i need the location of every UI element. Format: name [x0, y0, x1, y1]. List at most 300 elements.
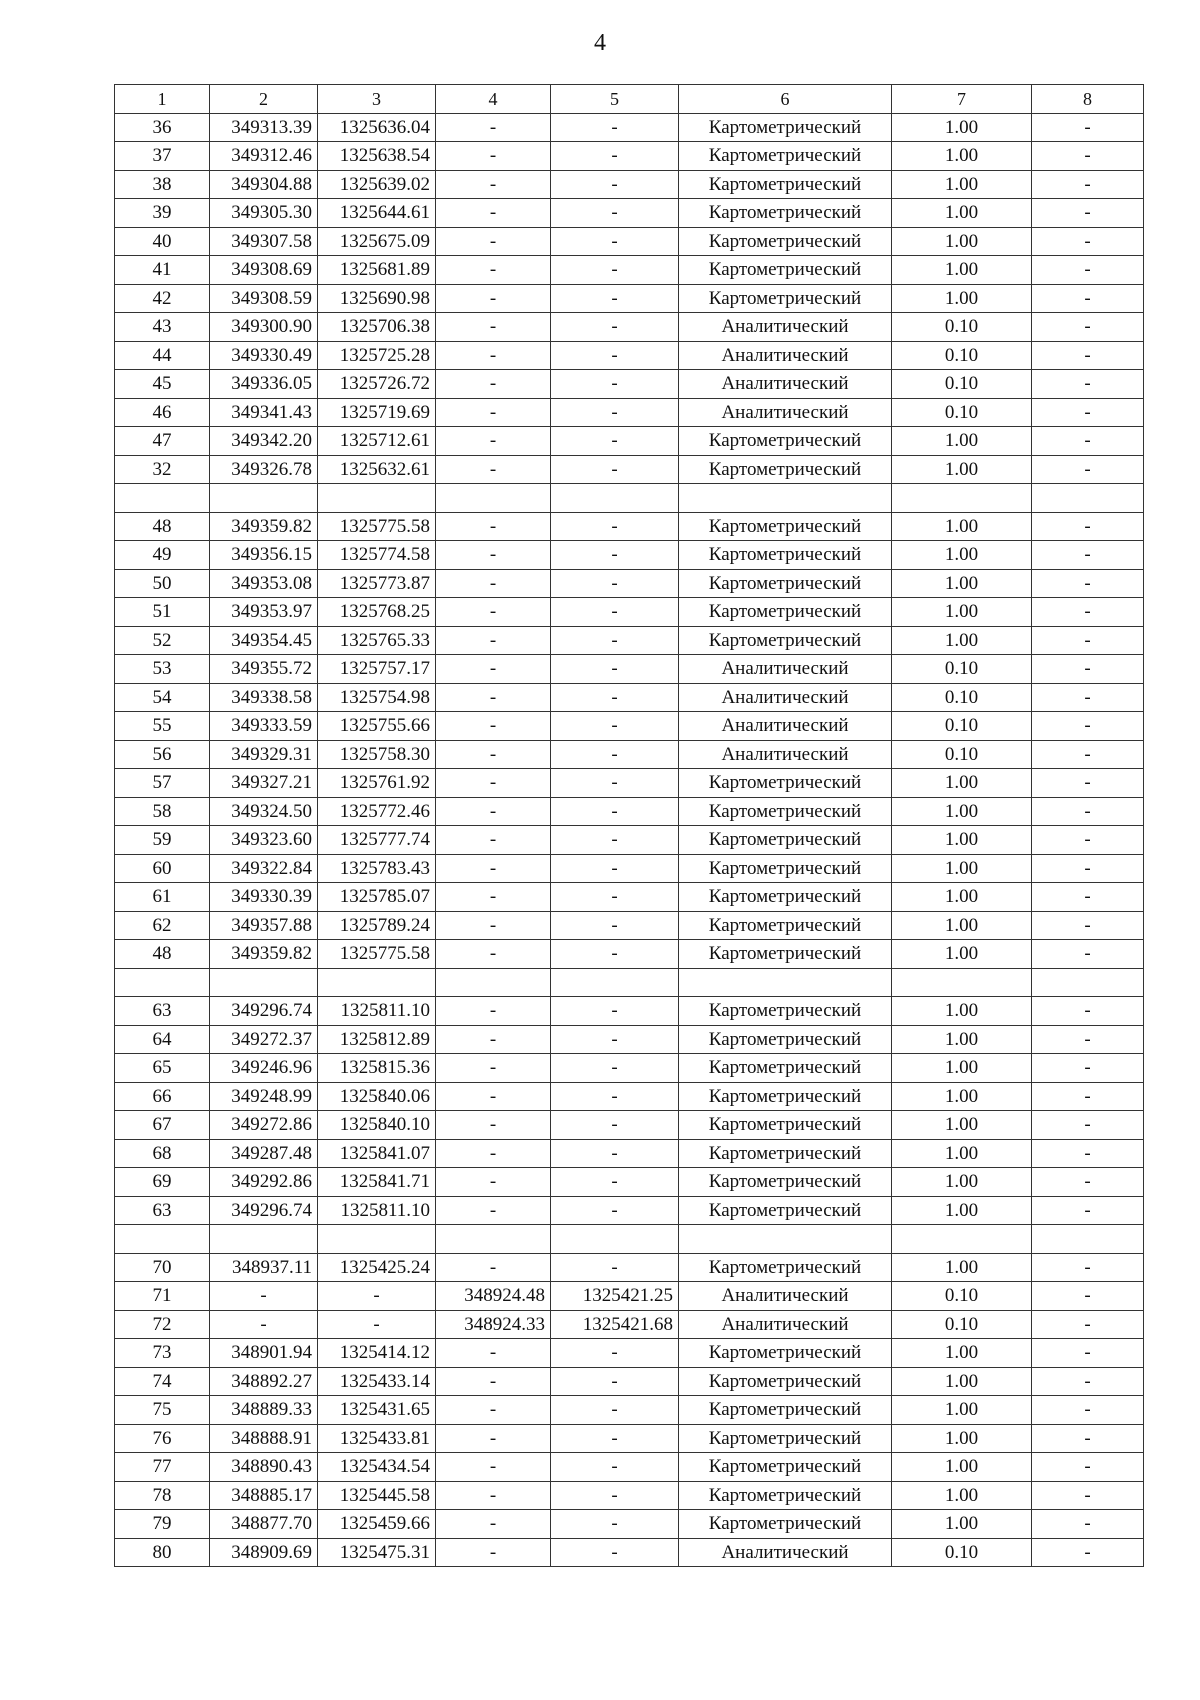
table-row — [115, 142, 1144, 171]
x-new-coordinate-cell: - — [436, 227, 551, 256]
accuracy-cell: 1.00 — [892, 826, 1032, 855]
x-new-coordinate-cell: - — [436, 598, 551, 627]
y-new-coordinate-cell: - — [551, 284, 679, 313]
point-number-cell: 63 — [115, 1196, 210, 1225]
description-cell: - — [1032, 1367, 1144, 1396]
y-new-coordinate-cell: - — [551, 113, 679, 142]
description-cell: - — [1032, 997, 1144, 1026]
table-header-row — [115, 85, 1144, 114]
accuracy-cell: 1.00 — [892, 1168, 1032, 1197]
y-coordinate-cell: 1325725.28 — [318, 341, 436, 370]
x-coordinate-cell: 349312.46 — [210, 142, 318, 171]
y-new-coordinate-cell: - — [551, 598, 679, 627]
accuracy-cell: 0.10 — [892, 341, 1032, 370]
x-coordinate-cell — [210, 1225, 318, 1254]
description-cell: - — [1032, 1282, 1144, 1311]
description-cell: - — [1032, 712, 1144, 741]
y-coordinate-cell: 1325768.25 — [318, 598, 436, 627]
column-header: 4 — [436, 85, 551, 114]
x-coordinate-cell: 349292.86 — [210, 1168, 318, 1197]
y-coordinate-cell: 1325706.38 — [318, 313, 436, 342]
y-coordinate-cell: 1325431.65 — [318, 1396, 436, 1425]
method-cell: Аналитический — [679, 683, 892, 712]
method-cell — [679, 484, 892, 513]
description-cell: - — [1032, 113, 1144, 142]
y-new-coordinate-cell: - — [551, 826, 679, 855]
y-coordinate-cell: 1325719.69 — [318, 398, 436, 427]
point-number-cell: 50 — [115, 569, 210, 598]
x-coordinate-cell: 349296.74 — [210, 1196, 318, 1225]
x-coordinate-cell: 349333.59 — [210, 712, 318, 741]
x-new-coordinate-cell: - — [436, 1054, 551, 1083]
table-row — [115, 313, 1144, 342]
table-row — [115, 1253, 1144, 1282]
description-cell: - — [1032, 227, 1144, 256]
x-new-coordinate-cell: - — [436, 655, 551, 684]
point-number-cell: 48 — [115, 940, 210, 969]
x-new-coordinate-cell: - — [436, 1196, 551, 1225]
y-coordinate-cell: 1325433.14 — [318, 1367, 436, 1396]
method-cell: Картометрический — [679, 769, 892, 798]
point-number-cell: 70 — [115, 1253, 210, 1282]
y-coordinate-cell: 1325681.89 — [318, 256, 436, 285]
table-row — [115, 1310, 1144, 1339]
y-coordinate-cell: - — [318, 1310, 436, 1339]
point-number-cell: 53 — [115, 655, 210, 684]
point-number-cell: 55 — [115, 712, 210, 741]
method-cell: Картометрический — [679, 284, 892, 313]
y-new-coordinate-cell: - — [551, 940, 679, 969]
x-coordinate-cell: 349300.90 — [210, 313, 318, 342]
y-new-coordinate-cell: - — [551, 541, 679, 570]
y-new-coordinate-cell: - — [551, 227, 679, 256]
table-row — [115, 1168, 1144, 1197]
method-cell: Картометрический — [679, 427, 892, 456]
description-cell: - — [1032, 1111, 1144, 1140]
column-header: 8 — [1032, 85, 1144, 114]
point-number-cell — [115, 1225, 210, 1254]
y-new-coordinate-cell: - — [551, 370, 679, 399]
point-number-cell: 36 — [115, 113, 210, 142]
table-row — [115, 341, 1144, 370]
y-coordinate-cell: 1325425.24 — [318, 1253, 436, 1282]
x-new-coordinate-cell: - — [436, 142, 551, 171]
table-row — [115, 256, 1144, 285]
y-coordinate-cell: 1325841.71 — [318, 1168, 436, 1197]
description-cell: - — [1032, 313, 1144, 342]
x-new-coordinate-cell: - — [436, 256, 551, 285]
y-new-coordinate-cell: - — [551, 626, 679, 655]
point-number-cell: 43 — [115, 313, 210, 342]
point-number-cell: 42 — [115, 284, 210, 313]
accuracy-cell: 1.00 — [892, 455, 1032, 484]
column-header: 5 — [551, 85, 679, 114]
method-cell: Картометрический — [679, 1424, 892, 1453]
accuracy-cell: 1.00 — [892, 227, 1032, 256]
point-number-cell: 63 — [115, 997, 210, 1026]
method-cell: Картометрический — [679, 826, 892, 855]
method-cell: Аналитический — [679, 341, 892, 370]
table-row — [115, 712, 1144, 741]
x-coordinate-cell: 349326.78 — [210, 455, 318, 484]
point-number-cell: 57 — [115, 769, 210, 798]
description-cell: - — [1032, 1481, 1144, 1510]
accuracy-cell: 1.00 — [892, 769, 1032, 798]
table-row — [115, 769, 1144, 798]
description-cell — [1032, 1225, 1144, 1254]
y-coordinate-cell — [318, 484, 436, 513]
method-cell: Картометрический — [679, 113, 892, 142]
accuracy-cell: 0.10 — [892, 370, 1032, 399]
x-new-coordinate-cell: - — [436, 883, 551, 912]
x-new-coordinate-cell: - — [436, 1396, 551, 1425]
method-cell: Картометрический — [679, 797, 892, 826]
x-coordinate-cell: 349357.88 — [210, 911, 318, 940]
description-cell: - — [1032, 940, 1144, 969]
y-coordinate-cell: 1325775.58 — [318, 940, 436, 969]
x-new-coordinate-cell: - — [436, 1111, 551, 1140]
y-new-coordinate-cell: - — [551, 1367, 679, 1396]
x-new-coordinate-cell: - — [436, 455, 551, 484]
table-row — [115, 1424, 1144, 1453]
x-coordinate-cell: 349323.60 — [210, 826, 318, 855]
y-coordinate-cell: 1325785.07 — [318, 883, 436, 912]
y-coordinate-cell: 1325812.89 — [318, 1025, 436, 1054]
method-cell: Картометрический — [679, 170, 892, 199]
accuracy-cell: 1.00 — [892, 1481, 1032, 1510]
table-row — [115, 940, 1144, 969]
y-coordinate-cell: 1325775.58 — [318, 512, 436, 541]
table-row — [115, 826, 1144, 855]
point-number-cell: 79 — [115, 1510, 210, 1539]
x-new-coordinate-cell: - — [436, 1082, 551, 1111]
accuracy-cell: 1.00 — [892, 1453, 1032, 1482]
point-number-cell: 46 — [115, 398, 210, 427]
table-row — [115, 1339, 1144, 1368]
column-header: 3 — [318, 85, 436, 114]
x-new-coordinate-cell: - — [436, 740, 551, 769]
table-row — [115, 1282, 1144, 1311]
y-coordinate-cell: 1325644.61 — [318, 199, 436, 228]
description-cell: - — [1032, 1339, 1144, 1368]
column-header: 7 — [892, 85, 1032, 114]
table-row — [115, 427, 1144, 456]
x-new-coordinate-cell: - — [436, 1510, 551, 1539]
y-coordinate-cell: 1325765.33 — [318, 626, 436, 655]
point-number-cell: 71 — [115, 1282, 210, 1311]
x-coordinate-cell: - — [210, 1310, 318, 1339]
y-new-coordinate-cell: - — [551, 1453, 679, 1482]
accuracy-cell: 1.00 — [892, 1253, 1032, 1282]
y-coordinate-cell: 1325712.61 — [318, 427, 436, 456]
column-header: 6 — [679, 85, 892, 114]
accuracy-cell: 1.00 — [892, 598, 1032, 627]
y-new-coordinate-cell: - — [551, 455, 679, 484]
method-cell: Аналитический — [679, 1310, 892, 1339]
y-new-coordinate-cell — [551, 484, 679, 513]
accuracy-cell: 1.00 — [892, 940, 1032, 969]
y-coordinate-cell: 1325815.36 — [318, 1054, 436, 1083]
x-new-coordinate-cell: 348924.48 — [436, 1282, 551, 1311]
description-cell: - — [1032, 683, 1144, 712]
y-new-coordinate-cell: 1325421.25 — [551, 1282, 679, 1311]
x-coordinate-cell: 348937.11 — [210, 1253, 318, 1282]
y-coordinate-cell: 1325811.10 — [318, 1196, 436, 1225]
x-coordinate-cell: 349355.72 — [210, 655, 318, 684]
table-row — [115, 1453, 1144, 1482]
y-new-coordinate-cell: 1325421.68 — [551, 1310, 679, 1339]
x-coordinate-cell: 349246.96 — [210, 1054, 318, 1083]
x-new-coordinate-cell: - — [436, 712, 551, 741]
x-coordinate-cell: 349336.05 — [210, 370, 318, 399]
y-coordinate-cell: 1325840.10 — [318, 1111, 436, 1140]
point-number-cell: 76 — [115, 1424, 210, 1453]
x-new-coordinate-cell: - — [436, 1367, 551, 1396]
description-cell: - — [1032, 797, 1144, 826]
x-new-coordinate-cell: - — [436, 626, 551, 655]
description-cell: - — [1032, 826, 1144, 855]
x-new-coordinate-cell: - — [436, 1424, 551, 1453]
accuracy-cell: 1.00 — [892, 113, 1032, 142]
accuracy-cell: 0.10 — [892, 655, 1032, 684]
point-number-cell: 58 — [115, 797, 210, 826]
description-cell: - — [1032, 455, 1144, 484]
table-row — [115, 541, 1144, 570]
y-new-coordinate-cell: - — [551, 199, 679, 228]
y-new-coordinate-cell: - — [551, 427, 679, 456]
table-row — [115, 1025, 1144, 1054]
accuracy-cell: 1.00 — [892, 797, 1032, 826]
x-new-coordinate-cell: - — [436, 512, 551, 541]
point-number-cell: 66 — [115, 1082, 210, 1111]
x-new-coordinate-cell: - — [436, 284, 551, 313]
x-coordinate-cell: 349272.86 — [210, 1111, 318, 1140]
x-new-coordinate-cell: - — [436, 940, 551, 969]
x-coordinate-cell: 349327.21 — [210, 769, 318, 798]
x-new-coordinate-cell: - — [436, 113, 551, 142]
x-new-coordinate-cell: - — [436, 313, 551, 342]
method-cell: Аналитический — [679, 655, 892, 684]
method-cell: Картометрический — [679, 541, 892, 570]
accuracy-cell: 1.00 — [892, 1367, 1032, 1396]
table-row — [115, 655, 1144, 684]
x-coordinate-cell: 349272.37 — [210, 1025, 318, 1054]
method-cell: Аналитический — [679, 313, 892, 342]
description-cell: - — [1032, 541, 1144, 570]
y-new-coordinate-cell — [551, 968, 679, 997]
table-row — [115, 569, 1144, 598]
description-cell — [1032, 968, 1144, 997]
x-coordinate-cell: 348892.27 — [210, 1367, 318, 1396]
description-cell: - — [1032, 1054, 1144, 1083]
x-new-coordinate-cell: - — [436, 854, 551, 883]
x-coordinate-cell — [210, 484, 318, 513]
description-cell: - — [1032, 598, 1144, 627]
description-cell: - — [1032, 1510, 1144, 1539]
point-number-cell: 72 — [115, 1310, 210, 1339]
method-cell: Картометрический — [679, 883, 892, 912]
y-coordinate-cell: 1325777.74 — [318, 826, 436, 855]
x-new-coordinate-cell: - — [436, 769, 551, 798]
table-row — [115, 797, 1144, 826]
point-number-cell: 78 — [115, 1481, 210, 1510]
description-cell: - — [1032, 1424, 1144, 1453]
table-row — [115, 1111, 1144, 1140]
description-cell: - — [1032, 1082, 1144, 1111]
y-coordinate-cell — [318, 968, 436, 997]
y-new-coordinate-cell: - — [551, 1168, 679, 1197]
x-new-coordinate-cell: - — [436, 997, 551, 1026]
point-number-cell: 56 — [115, 740, 210, 769]
y-coordinate-cell: 1325789.24 — [318, 911, 436, 940]
y-new-coordinate-cell: - — [551, 740, 679, 769]
y-new-coordinate-cell: - — [551, 1111, 679, 1140]
accuracy-cell: 1.00 — [892, 256, 1032, 285]
x-coordinate-cell — [210, 968, 318, 997]
x-coordinate-cell: 349359.82 — [210, 512, 318, 541]
description-cell: - — [1032, 740, 1144, 769]
y-new-coordinate-cell: - — [551, 1396, 679, 1425]
method-cell: Картометрический — [679, 1510, 892, 1539]
method-cell: Картометрический — [679, 1367, 892, 1396]
accuracy-cell: 0.10 — [892, 1282, 1032, 1311]
table-row — [115, 113, 1144, 142]
y-new-coordinate-cell: - — [551, 997, 679, 1026]
description-cell: - — [1032, 1396, 1144, 1425]
table-row — [115, 854, 1144, 883]
y-new-coordinate-cell — [551, 1225, 679, 1254]
table-row — [115, 968, 1144, 997]
description-cell: - — [1032, 199, 1144, 228]
description-cell: - — [1032, 626, 1144, 655]
description-cell: - — [1032, 911, 1144, 940]
description-cell: - — [1032, 569, 1144, 598]
x-new-coordinate-cell — [436, 484, 551, 513]
accuracy-cell: 1.00 — [892, 1111, 1032, 1140]
accuracy-cell: 1.00 — [892, 883, 1032, 912]
y-coordinate-cell: 1325755.66 — [318, 712, 436, 741]
accuracy-cell: 1.00 — [892, 427, 1032, 456]
description-cell: - — [1032, 1196, 1144, 1225]
table-row — [115, 170, 1144, 199]
x-coordinate-cell: 349308.69 — [210, 256, 318, 285]
accuracy-cell: 1.00 — [892, 512, 1032, 541]
method-cell: Аналитический — [679, 370, 892, 399]
point-number-cell: 80 — [115, 1538, 210, 1567]
x-new-coordinate-cell: - — [436, 170, 551, 199]
method-cell — [679, 968, 892, 997]
x-new-coordinate-cell: - — [436, 797, 551, 826]
point-number-cell: 49 — [115, 541, 210, 570]
point-number-cell — [115, 968, 210, 997]
coordinates-table — [114, 84, 1144, 1567]
x-coordinate-cell: 349304.88 — [210, 170, 318, 199]
method-cell: Картометрический — [679, 142, 892, 171]
accuracy-cell: 1.00 — [892, 1510, 1032, 1539]
y-coordinate-cell: 1325754.98 — [318, 683, 436, 712]
table-row — [115, 1367, 1144, 1396]
x-coordinate-cell: 348888.91 — [210, 1424, 318, 1453]
accuracy-cell: 1.00 — [892, 170, 1032, 199]
method-cell: Картометрический — [679, 598, 892, 627]
y-new-coordinate-cell: - — [551, 1481, 679, 1510]
y-coordinate-cell: 1325433.81 — [318, 1424, 436, 1453]
method-cell: Картометрический — [679, 1196, 892, 1225]
y-new-coordinate-cell: - — [551, 1139, 679, 1168]
description-cell: - — [1032, 883, 1144, 912]
accuracy-cell: 0.10 — [892, 683, 1032, 712]
y-new-coordinate-cell: - — [551, 712, 679, 741]
x-new-coordinate-cell: - — [436, 541, 551, 570]
accuracy-cell: 1.00 — [892, 569, 1032, 598]
table-row — [115, 1054, 1144, 1083]
point-number-cell: 52 — [115, 626, 210, 655]
point-number-cell: 64 — [115, 1025, 210, 1054]
accuracy-cell: 0.10 — [892, 1310, 1032, 1339]
point-number-cell: 51 — [115, 598, 210, 627]
x-new-coordinate-cell: - — [436, 341, 551, 370]
point-number-cell: 65 — [115, 1054, 210, 1083]
description-cell: - — [1032, 1025, 1144, 1054]
column-header: 2 — [210, 85, 318, 114]
point-number-cell: 32 — [115, 455, 210, 484]
x-coordinate-cell: 349322.84 — [210, 854, 318, 883]
x-coordinate-cell: 349248.99 — [210, 1082, 318, 1111]
method-cell: Аналитический — [679, 1282, 892, 1311]
description-cell: - — [1032, 1310, 1144, 1339]
accuracy-cell — [892, 484, 1032, 513]
accuracy-cell: 1.00 — [892, 997, 1032, 1026]
accuracy-cell: 1.00 — [892, 911, 1032, 940]
x-coordinate-cell: 349296.74 — [210, 997, 318, 1026]
y-new-coordinate-cell: - — [551, 170, 679, 199]
x-coordinate-cell: 349341.43 — [210, 398, 318, 427]
point-number-cell: 67 — [115, 1111, 210, 1140]
y-coordinate-cell: 1325774.58 — [318, 541, 436, 570]
description-cell: - — [1032, 284, 1144, 313]
y-coordinate-cell: 1325811.10 — [318, 997, 436, 1026]
accuracy-cell — [892, 1225, 1032, 1254]
description-cell: - — [1032, 1139, 1144, 1168]
accuracy-cell: 1.00 — [892, 1054, 1032, 1083]
y-coordinate-cell — [318, 1225, 436, 1254]
y-new-coordinate-cell: - — [551, 398, 679, 427]
y-new-coordinate-cell: - — [551, 1253, 679, 1282]
y-coordinate-cell: 1325726.72 — [318, 370, 436, 399]
table-body — [115, 113, 1144, 1567]
x-coordinate-cell: 349313.39 — [210, 113, 318, 142]
table-row — [115, 512, 1144, 541]
point-number-cell: 74 — [115, 1367, 210, 1396]
description-cell: - — [1032, 142, 1144, 171]
point-number-cell: 41 — [115, 256, 210, 285]
x-coordinate-cell: 349354.45 — [210, 626, 318, 655]
point-number-cell: 75 — [115, 1396, 210, 1425]
method-cell: Картометрический — [679, 940, 892, 969]
table-row — [115, 370, 1144, 399]
x-coordinate-cell: 349287.48 — [210, 1139, 318, 1168]
y-new-coordinate-cell: - — [551, 911, 679, 940]
page-number: 4 — [594, 30, 606, 56]
table-row — [115, 1510, 1144, 1539]
x-new-coordinate-cell: - — [436, 1253, 551, 1282]
column-header: 1 — [115, 85, 210, 114]
table-row — [115, 455, 1144, 484]
y-coordinate-cell: 1325690.98 — [318, 284, 436, 313]
y-coordinate-cell: 1325639.02 — [318, 170, 436, 199]
point-number-cell: 61 — [115, 883, 210, 912]
method-cell: Аналитический — [679, 1538, 892, 1567]
